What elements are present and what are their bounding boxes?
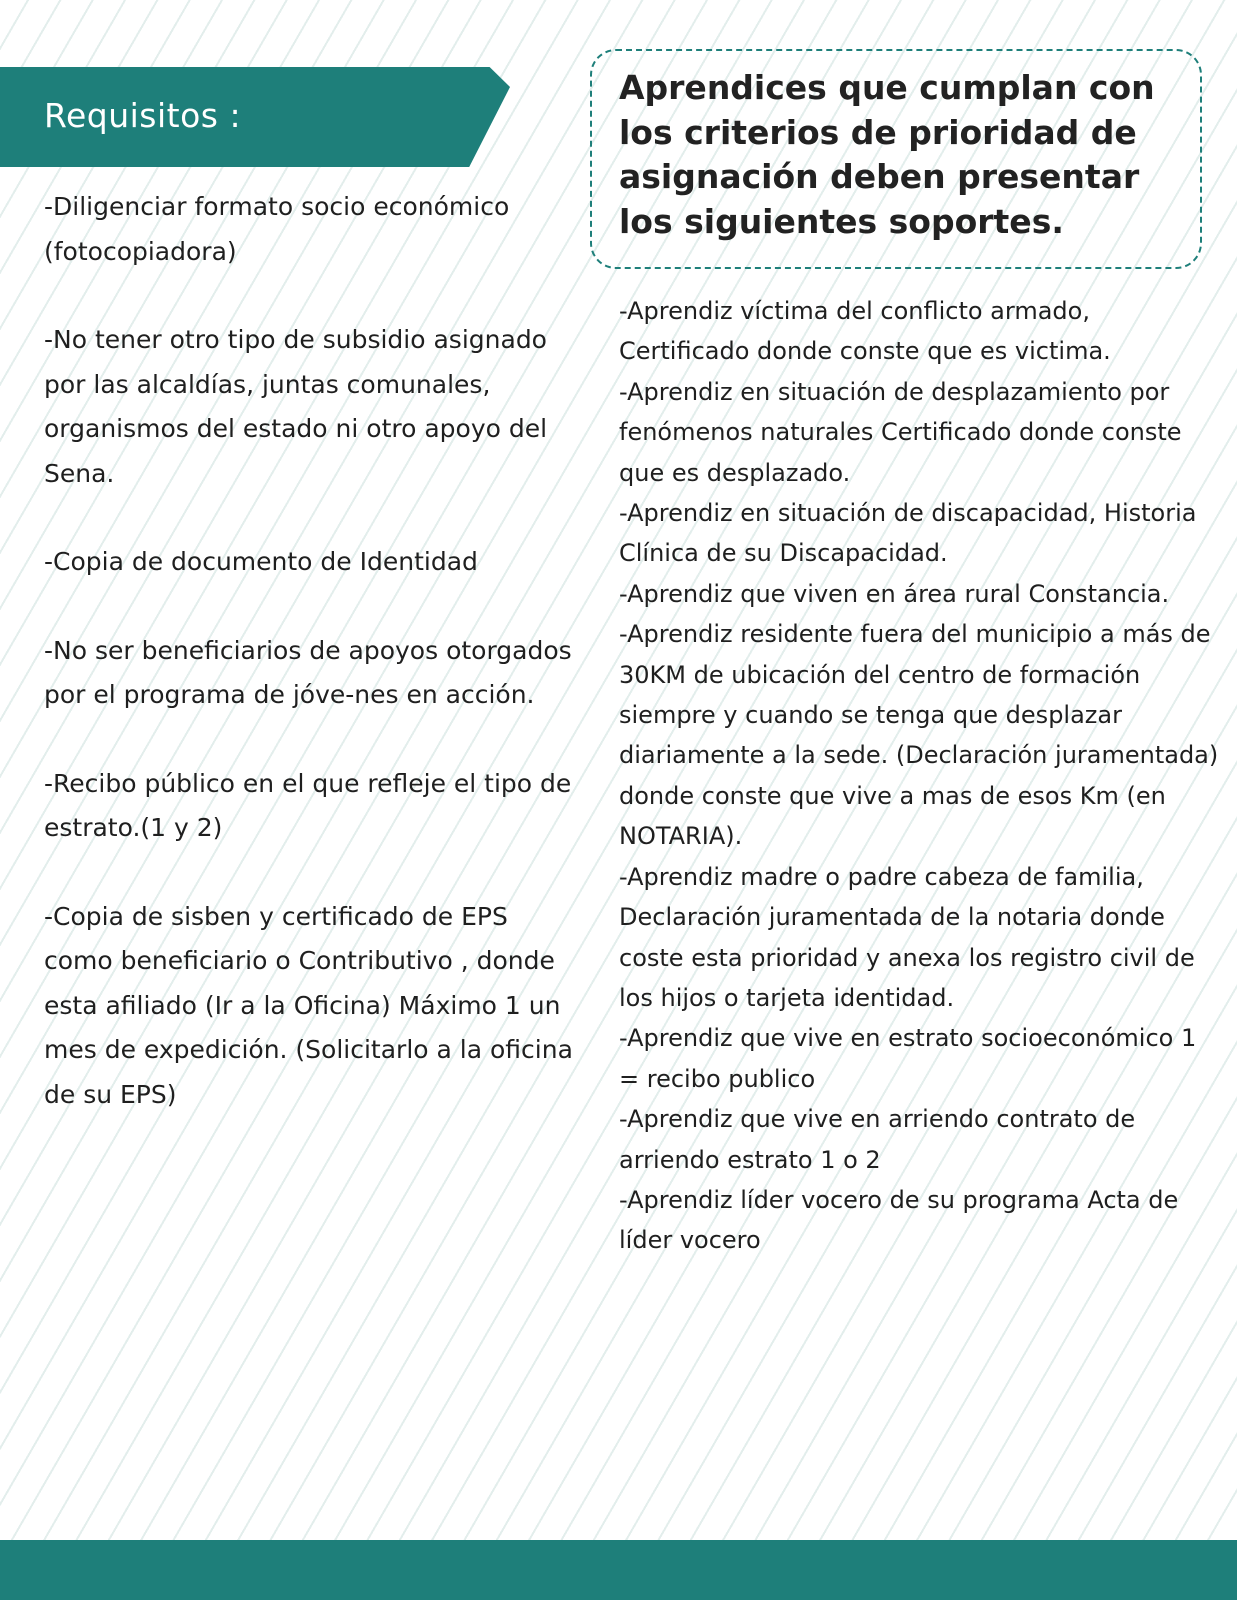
list-item: -Aprendiz en situación de discapacidad, Historia Clínica de su Discapacidad.: [619, 499, 1197, 568]
requirements-title: Requisitos :: [44, 96, 242, 135]
list-item: -Diligenciar formato socio económico (fotocopiadora): [44, 192, 510, 266]
priority-supports-list: [619, 291, 1219, 1261]
list-item: -Aprendiz líder vocero de su programa Acta de líder vocero: [619, 1185, 1179, 1255]
list-item: -Aprendiz que viven en área rural Constancia.: [619, 579, 1170, 608]
list-item: -No ser beneficiarios de apoyos otorgados por el programa de jóve-nes en acción.: [44, 635, 572, 709]
list-item: -Aprendiz residente fuera del municipio a más de 30KM de ubicación del centro de formación siempre y cuando se tenga que desplazar diariamente a la sede. (Declaración juramentada) donde conste que vive a mas de esos Km (en NOTARIA).: [619, 620, 1219, 851]
priority-title: Aprendices que cumplan con los criterios de prioridad de asignación deben presentar los siguientes soportes.: [619, 68, 1155, 241]
requirements-list: [44, 185, 584, 1161]
list-item: -Aprendiz que vive en arriendo contrato de arriendo estrato 1 o 2: [619, 1105, 1136, 1174]
list-item: -No tener otro tipo de subsidio asignado por las alcaldías, juntas comunales, organismos del estado ni otro apoyo del Sena.: [44, 325, 548, 488]
list-item: -Recibo público en el que refleje el tipo de estrato.(1 y 2): [44, 768, 572, 842]
list-item: -Aprendiz que vive en estrato socioeconómico 1 = recibo publico: [619, 1024, 1197, 1093]
footer-bar: [0, 1540, 1237, 1600]
list-item: -Copia de sisben y certificado de EPS como beneficiario o Contributivo , donde esta afiliado (Ir a la Oficina) Máximo 1 un mes de expedición. (Solicitarlo a la oficina de su EPS): [44, 901, 573, 1109]
list-item: -Aprendiz en situación de desplazamiento por fenómenos naturales Certificado donde conste que es desplazado.: [619, 377, 1182, 487]
list-item: -Aprendiz madre o padre cabeza de familia, Declaración juramentada de la notaria donde coste esta prioridad y anexa los registro civil de los hijos o tarjeta identidad.: [619, 862, 1195, 1012]
list-item: -Aprendiz víctima del conflicto armado, Certificado donde conste que es victima.: [619, 297, 1111, 366]
list-item: -Copia de documento de Identidad: [44, 547, 478, 576]
